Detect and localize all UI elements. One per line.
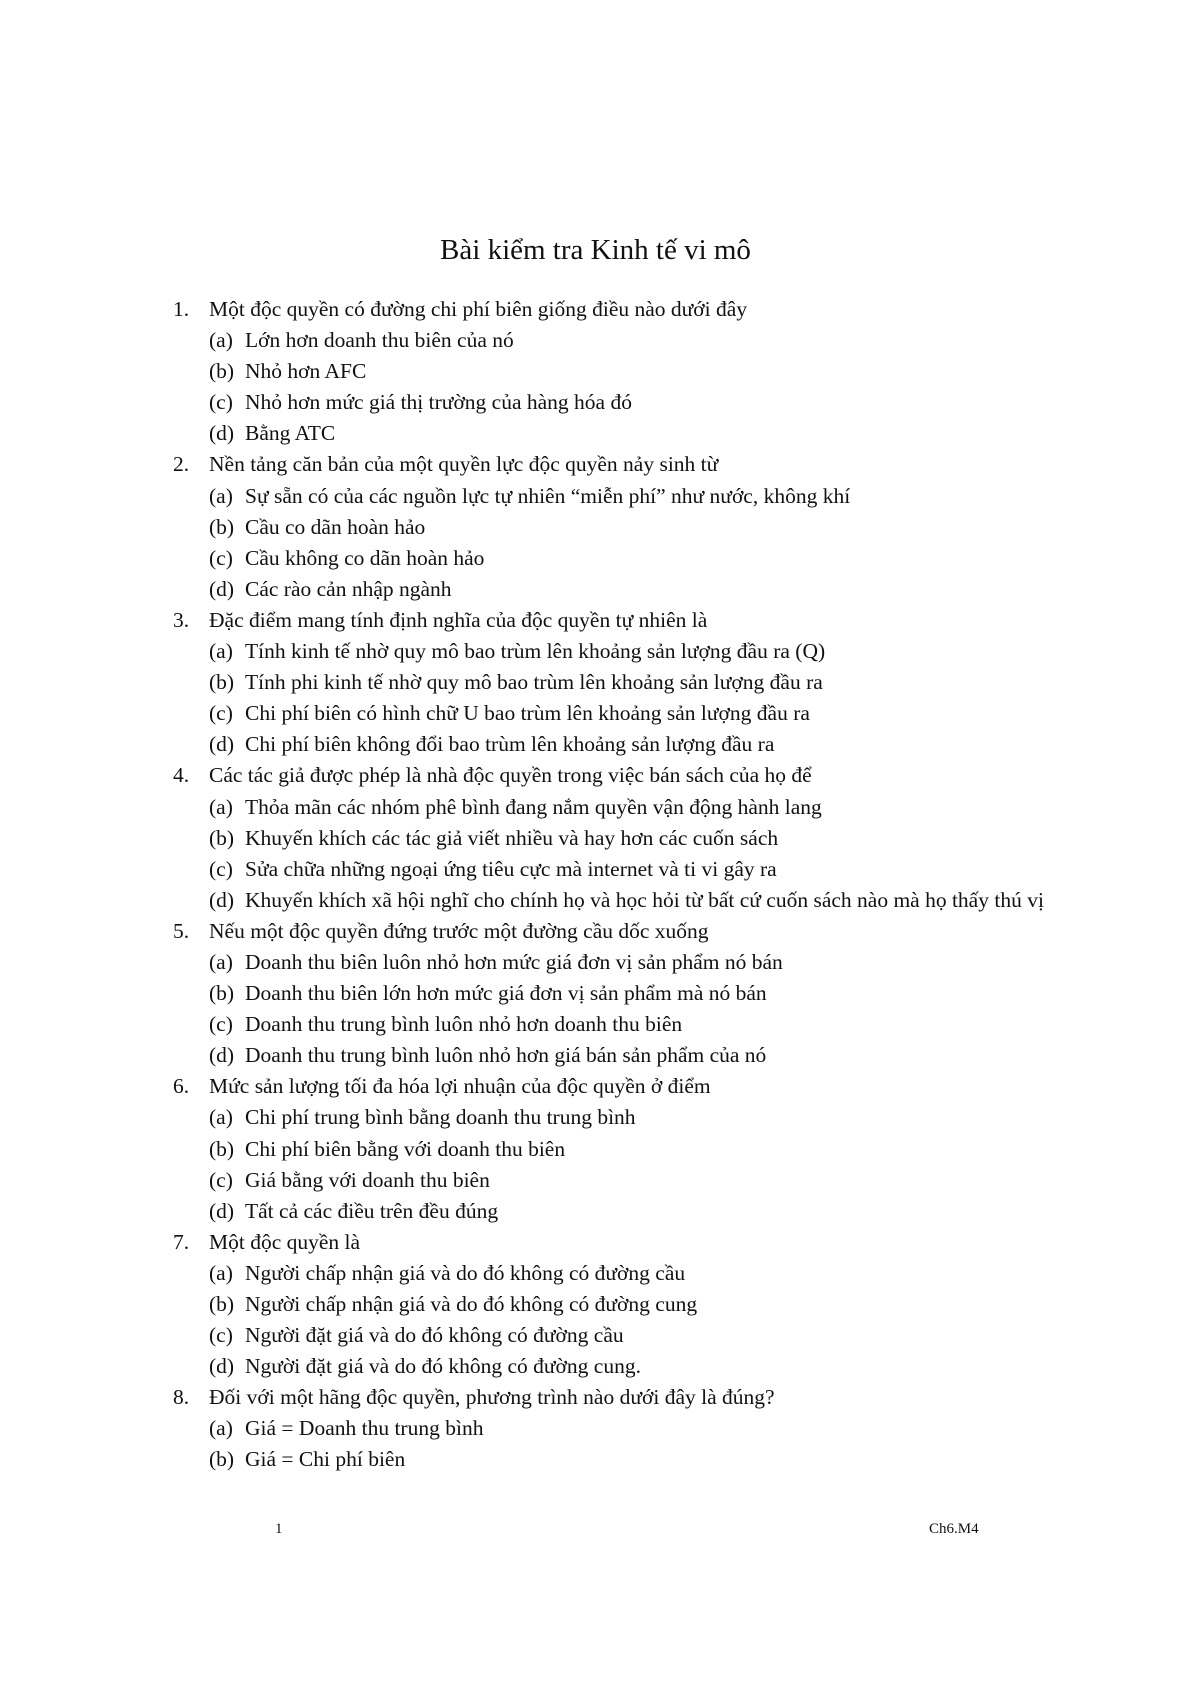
option-text: Giá bằng với doanh thu biên (245, 1167, 490, 1192)
option-label: (d) (209, 1354, 235, 1379)
question-item (173, 294, 1053, 449)
answer-option (173, 1413, 1053, 1444)
option-text: Lớn hơn doanh thu biên của nó (245, 328, 514, 353)
option-label: (c) (209, 1167, 233, 1192)
option-text: Chi phí biên bằng với doanh thu biên (245, 1136, 566, 1161)
document-code: Ch6.M4 (929, 1521, 979, 1537)
question-item (173, 605, 1053, 760)
question-stem: Mức sản lượng tối đa hóa lợi nhuận của độc quyền ở điểm (209, 1074, 711, 1099)
option-label: (a) (209, 1105, 233, 1130)
question-number: 8. (173, 1385, 190, 1410)
option-text: Sự sẵn có của các nguồn lực tự nhiên “miễn phí” như nước, không khí (245, 483, 851, 508)
answer-option (173, 387, 1053, 418)
option-text: Cầu không co dãn hoàn hảo (245, 545, 485, 570)
option-text: Khuyến khích các tác giả viết nhiều và hay hơn các cuốn sách (245, 825, 779, 850)
question-item (173, 1382, 1053, 1475)
option-label: (c) (209, 545, 233, 570)
question-item (173, 916, 1053, 1071)
option-label: (a) (209, 949, 233, 974)
question-stem: Các tác giả được phép là nhà độc quyền trong việc bán sách của họ để (209, 763, 812, 788)
option-label: (a) (209, 1260, 233, 1285)
option-label: (d) (209, 421, 235, 446)
option-label: (c) (209, 390, 233, 415)
option-label: (a) (209, 639, 233, 664)
option-text: Tính phi kinh tế nhờ quy mô bao trùm lên khoảng sản lượng đầu ra (245, 670, 823, 695)
option-label: (d) (209, 1198, 235, 1223)
question-number: 4. (173, 763, 190, 788)
option-text: Nhỏ hơn mức giá thị trường của hàng hóa đó (245, 390, 632, 415)
answer-option (173, 1444, 1053, 1475)
option-text: Cầu co dãn hoàn hảo (245, 514, 426, 539)
question-text (173, 449, 1053, 480)
option-text: Giá = Chi phí biên (245, 1447, 406, 1472)
question-item (173, 449, 1053, 604)
option-text: Chi phí trung bình bằng doanh thu trung bình (245, 1105, 636, 1130)
answer-option (173, 325, 1053, 356)
option-text: Người đặt giá và do đó không có đường cung. (245, 1354, 641, 1379)
option-label: (d) (209, 887, 235, 912)
answer-option (173, 978, 1053, 1009)
question-text (173, 1071, 1053, 1102)
option-label: (b) (209, 670, 235, 695)
question-stem: Đối với một hãng độc quyền, phương trình nào dưới đây là đúng? (209, 1385, 775, 1410)
answer-option (173, 885, 1053, 916)
question-stem: Một độc quyền có đường chi phí biên giống điều nào dưới đây (209, 297, 748, 321)
question-stem: Nếu một độc quyền đứng trước một đường cầu dốc xuống (209, 918, 709, 943)
answer-option (173, 1102, 1053, 1133)
question-text (173, 605, 1053, 636)
option-label: (b) (209, 1136, 235, 1161)
answer-option (173, 636, 1053, 667)
option-text: Giá = Doanh thu trung bình (245, 1416, 484, 1441)
question-stem: Một độc quyền là (209, 1229, 361, 1254)
option-label: (b) (209, 1447, 235, 1472)
option-text: Chi phí biên có hình chữ U bao trùm lên khoảng sản lượng đầu ra (245, 701, 810, 726)
question-text (173, 916, 1053, 947)
option-text: Sửa chữa những ngoại ứng tiêu cực mà internet và ti vi gây ra (245, 856, 777, 881)
question-item (173, 1071, 1053, 1226)
answer-option (173, 1009, 1053, 1040)
option-text: Tất cả các điều trên đều đúng (245, 1198, 499, 1223)
option-label: (a) (209, 483, 233, 508)
answer-option (173, 698, 1053, 729)
question-number: 7. (173, 1229, 190, 1254)
answer-option (173, 1320, 1053, 1351)
option-text: Doanh thu trung bình luôn nhỏ hơn doanh thu biên (245, 1012, 683, 1037)
option-label: (a) (209, 1416, 233, 1441)
option-label: (a) (209, 328, 233, 353)
option-label: (d) (209, 732, 235, 757)
option-label: (a) (209, 794, 233, 819)
option-text: Bằng ATC (245, 421, 336, 446)
option-label: (d) (209, 576, 235, 601)
option-label: (c) (209, 1012, 233, 1037)
option-text: Thỏa mãn các nhóm phê bình đang nắm quyền vận động hành lang (245, 794, 822, 819)
answer-option (173, 729, 1053, 760)
option-label: (b) (209, 825, 235, 850)
option-text: Tính kinh tế nhờ quy mô bao trùm lên khoảng sản lượng đầu ra (Q) (245, 639, 826, 664)
option-text: Khuyến khích xã hội nghĩ cho chính họ và học hỏi từ bất cứ cuốn sách nào mà họ thấy thú vị (245, 887, 1044, 912)
option-text: Doanh thu trung bình luôn nhỏ hơn giá bán sản phẩm của nó (245, 1043, 767, 1068)
answer-option (173, 356, 1053, 387)
question-number: 2. (173, 452, 190, 477)
option-label: (b) (209, 359, 235, 384)
question-stem: Nền tảng căn bản của một quyền lực độc quyền nảy sinh từ (209, 452, 719, 477)
option-label: (c) (209, 701, 233, 726)
page-number: 1 (275, 1521, 283, 1537)
question-number: 1. (173, 297, 190, 321)
answer-option (173, 854, 1053, 885)
option-label: (b) (209, 1292, 235, 1316)
question-text (173, 294, 1053, 325)
question-list (173, 294, 1053, 1476)
option-label: (b) (209, 514, 235, 539)
option-text: Doanh thu biên lớn hơn mức giá đơn vị sản phẩm mà nó bán (245, 981, 767, 1006)
question-item (173, 760, 1053, 915)
option-label: (c) (209, 1323, 233, 1348)
answer-option (173, 947, 1053, 978)
option-text: Nhỏ hơn AFC (245, 359, 367, 384)
answer-option (173, 1289, 1053, 1320)
answer-option (173, 1351, 1053, 1382)
question-text (173, 1382, 1053, 1413)
option-label: (c) (209, 856, 233, 881)
answer-option (173, 1134, 1053, 1165)
question-number: 5. (173, 918, 190, 943)
answer-option (173, 1196, 1053, 1227)
question-item (173, 1227, 1053, 1382)
question-text (173, 1227, 1053, 1258)
answer-option (173, 1165, 1053, 1196)
option-label: (b) (209, 981, 235, 1006)
option-text: Chi phí biên không đổi bao trùm lên khoảng sản lượng đầu ra (245, 732, 775, 757)
question-text (173, 760, 1053, 791)
answer-option (173, 418, 1053, 449)
answer-option (173, 667, 1053, 698)
answer-option (173, 823, 1053, 854)
answer-option (173, 574, 1053, 605)
page-title: Bài kiểm tra Kinh tế vi mô (440, 234, 751, 266)
answer-option (173, 512, 1053, 543)
option-text: Các rào cản nhập ngành (245, 576, 452, 601)
answer-option (173, 792, 1053, 823)
answer-option (173, 1040, 1053, 1071)
option-text: Người đặt giá và do đó không có đường cầu (245, 1323, 624, 1348)
question-stem: Đặc điểm mang tính định nghĩa của độc quyền tự nhiên là (209, 607, 708, 632)
question-number: 3. (173, 607, 190, 632)
question-number: 6. (173, 1074, 190, 1099)
answer-option (173, 1258, 1053, 1289)
option-text: Doanh thu biên luôn nhỏ hơn mức giá đơn vị sản phẩm nó bán (245, 949, 783, 974)
option-label: (d) (209, 1043, 235, 1068)
answer-option (173, 481, 1053, 512)
answer-option (173, 543, 1053, 574)
option-text: Người chấp nhận giá và do đó không có đường cung (245, 1292, 698, 1316)
option-text: Người chấp nhận giá và do đó không có đường cầu (245, 1260, 686, 1285)
